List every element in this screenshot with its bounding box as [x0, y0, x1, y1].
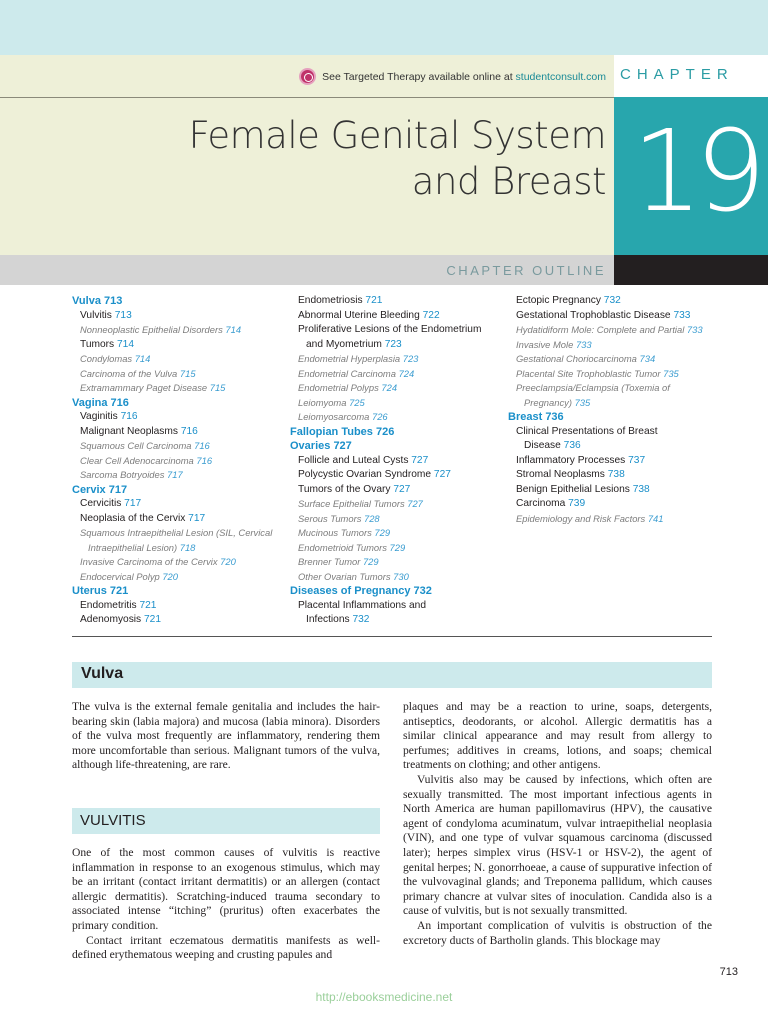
outline-entry[interactable]: [508, 381, 718, 396]
outline-entry-title: Proliferative Lesions of the Endometrium: [298, 324, 482, 335]
chapter-title: [189, 113, 606, 205]
outline-entry-title: Squamous Intraepithelial Lesion (SIL, Cervical: [80, 527, 273, 538]
chapter-title-line2: and Breast: [411, 160, 606, 203]
outline-entry[interactable]: [72, 425, 282, 440]
outline-entry-page: 722: [422, 309, 440, 321]
outline-entry[interactable]: [290, 352, 500, 367]
outline-entry-title: Serous Tumors: [298, 512, 362, 524]
outline-entry-page: 721: [144, 614, 161, 625]
outline-column-3: [508, 294, 718, 526]
outline-entry[interactable]: [72, 570, 282, 585]
outline-entry[interactable]: [72, 381, 282, 396]
vulva-intro-text: [72, 700, 380, 773]
outline-entry-title: Intraepithelial Lesion): [88, 541, 178, 553]
outline-entry-page: 732: [413, 585, 432, 597]
outline-entry-page: 715: [179, 367, 196, 379]
outline-entry[interactable]: [508, 410, 718, 425]
outline-entry-title: Vaginitis: [80, 411, 118, 422]
outline-entry-page: 724: [381, 382, 398, 393]
outline-entry-page: 733: [673, 309, 691, 321]
outline-entry[interactable]: [508, 468, 718, 483]
paragraph: Contact irritant eczematous dermatitis manifests as well-defined erythematous weeping and crusting papules and: [72, 933, 380, 962]
outline-entry[interactable]: [508, 367, 718, 382]
outline-entry-title: Follicle and Luteal Cysts: [298, 454, 409, 466]
outline-entry-page: 713: [114, 309, 132, 321]
outline-entry-title: Gestational Trophoblastic Disease: [516, 309, 671, 321]
paragraph: The vulva is the external female genitalia and includes the hair-bearing skin (labia majora) and mucosa (labia minora). Disorders of the vulva most frequently are inflammatory, rendering them more uncomfortable than serious. Malignant tumors of the vulva, although life-threatening, are rare.: [72, 700, 380, 772]
outline-entry-title: Leiomyoma: [298, 396, 347, 408]
outline-entry-title: Brenner Tumor: [298, 556, 361, 567]
chapter-title-line1: Female Genital System: [188, 114, 606, 157]
outline-entry-title: Condylomas: [80, 353, 133, 364]
online-note-prefix: See Targeted Therapy available online at: [322, 70, 516, 83]
outline-entry-page: 723: [384, 338, 402, 350]
outline-entry[interactable]: [72, 512, 282, 527]
outline-entry[interactable]: [508, 396, 718, 411]
outline-entry[interactable]: [72, 526, 282, 541]
outline-entry-page: 716: [194, 440, 210, 451]
outline-entry[interactable]: [508, 294, 718, 309]
outline-entry[interactable]: [290, 555, 500, 570]
outline-entry-title: Cervix: [72, 483, 106, 496]
outline-entry-title: Placental Site Trophoblastic Tumor: [516, 367, 661, 379]
outline-entry[interactable]: [290, 294, 500, 309]
outline-entry-title: Cervicitis: [80, 498, 122, 509]
online-resource-note: [299, 68, 606, 85]
outline-entry-title: Vulva: [72, 295, 101, 307]
outline-entry[interactable]: [508, 512, 718, 527]
outline-entry[interactable]: [508, 338, 718, 353]
outline-entry-title: Gestational Choriocarcinoma: [516, 353, 637, 364]
outline-entry[interactable]: [72, 309, 282, 324]
outline-entry-page: 717: [188, 512, 206, 524]
outline-entry[interactable]: [290, 338, 500, 353]
outline-entry-title: Uterus: [72, 585, 107, 597]
outline-entry-title: and Myometrium: [306, 338, 382, 350]
section-heading-text: Vulva: [81, 665, 124, 682]
outline-entry[interactable]: [290, 454, 500, 469]
outline-entry-title: Neoplasia of the Cervix: [80, 512, 186, 524]
outline-entry-title: Squamous Cell Carcinoma: [80, 440, 192, 451]
outline-entry[interactable]: [72, 396, 282, 411]
outline-entry-title: Endometrial Polyps: [298, 382, 379, 393]
outline-entry[interactable]: [508, 309, 718, 324]
outline-entry-page: 726: [372, 411, 388, 422]
outline-entry[interactable]: [72, 468, 282, 483]
outline-entry-page: 716: [110, 396, 129, 409]
outline-entry-page: 720: [162, 570, 178, 582]
online-note-text: [322, 71, 606, 83]
outline-entry[interactable]: [290, 497, 500, 512]
outline-entry-title: Sarcoma Botryoides: [80, 469, 165, 480]
outline-entry-title: Abnormal Uterine Bleeding: [298, 309, 420, 321]
outline-entry[interactable]: [508, 352, 718, 367]
paragraph: An important complication of vulvitis is obstruction of the excretory ducts of Bartholin glands. This blockage may: [403, 918, 712, 947]
paragraph: Vulvitis also may be caused by infections, which often are sexually transmitted. The most important infectious agents in North America are human papillomavirus (HPV), the causative agent of condyloma acuminatum, vulvar intraepithelial neoplasia (VIN), and one type of vulvar squamous carcinoma (discussed later); herpes simplex virus (HSV-1 or HSV-2), the agent of genital herpes; N. gonorrhoeae, a cause of suppurative infection of the vulvovaginal glands; and Treponema pallidum, which causes primary chancre at vulvar sites of inoculation. Candida also is a cause of vulvitis, but is not sexually transmitted.: [403, 772, 712, 918]
outline-entry-page: 735: [663, 367, 679, 379]
outline-entry-page: 716: [196, 454, 213, 466]
outline-entry[interactable]: [290, 483, 500, 498]
outline-entry-title: Disease: [524, 440, 561, 451]
outline-entry-page: 733: [686, 324, 703, 335]
outline-entry[interactable]: [508, 439, 718, 454]
outline-entry-page: 736: [563, 440, 581, 451]
outline-entry-title: Endometrioid Tumors: [298, 541, 387, 553]
outline-entry-page: 716: [120, 411, 138, 422]
paragraph: plaques and may be a reaction to urine, soaps, detergents, antiseptics, deodorants, or alcohol. Allergic dermatitis has a similar clinical appearance and may result from allergy to perfumes; additives in creams, lotions, and soaps; chemical treatments on clothing; and other antigens.: [403, 700, 712, 772]
outline-entry-title: Stromal Neoplasms: [516, 469, 605, 480]
outline-entry[interactable]: [72, 367, 282, 382]
outline-entry[interactable]: [290, 439, 500, 454]
outline-entry-title: Infections: [306, 614, 350, 625]
studentconsult-link[interactable]: studentconsult.com: [515, 70, 606, 83]
outline-entry[interactable]: [508, 497, 718, 512]
outline-entry-title: Epidemiology and Risk Factors: [516, 512, 646, 524]
outline-entry[interactable]: [72, 584, 282, 599]
outline-entry-page: 716: [180, 425, 198, 437]
page-number: 713: [719, 966, 738, 978]
outline-entry[interactable]: [290, 410, 500, 425]
outline-entry-page: 721: [109, 585, 129, 597]
outline-entry-title: Malignant Neoplasms: [80, 425, 178, 437]
outline-entry-page: 738: [632, 483, 650, 495]
outline-entry-page: 727: [393, 483, 411, 495]
outline-entry-page: 727: [411, 454, 429, 466]
outline-entry-title: Carcinoma: [516, 498, 566, 509]
outline-entry[interactable]: [290, 512, 500, 527]
outline-entry-page: 735: [574, 396, 591, 408]
outline-entry-page: 715: [209, 382, 226, 393]
outline-entry-page: 714: [117, 338, 134, 350]
outline-entry-title: Other Ovarian Tumors: [298, 570, 391, 582]
outline-entry[interactable]: [508, 454, 718, 469]
outline-entry-page: 721: [365, 295, 383, 306]
outline-entry-page: 720: [220, 556, 236, 567]
outline-entry[interactable]: [72, 410, 282, 425]
outline-entry[interactable]: [290, 323, 500, 338]
outline-entry-title: Pregnancy): [524, 396, 572, 408]
outline-entry-title: Benign Epithelial Lesions: [516, 483, 630, 495]
outline-entry-title: Fallopian Tubes: [290, 425, 373, 438]
outline-entry[interactable]: [508, 425, 718, 440]
outline-entry[interactable]: [72, 338, 282, 353]
outline-entry[interactable]: [290, 570, 500, 585]
outline-entry-page: 714: [225, 324, 242, 335]
chapter-label: CHAPTER: [620, 66, 734, 83]
outline-entry-page: 723: [402, 353, 419, 364]
outline-entry-title: Clinical Presentations of Breast: [516, 425, 658, 437]
outline-entry-page: 725: [349, 396, 365, 408]
outline-entry[interactable]: [72, 497, 282, 512]
outline-entry-title: Ovaries: [290, 440, 331, 452]
outline-divider: [72, 636, 712, 637]
outline-entry[interactable]: [290, 584, 500, 599]
outline-entry-title: Endometrial Carcinoma: [298, 367, 396, 379]
outline-entry[interactable]: [290, 367, 500, 382]
outline-entry-page: 727: [333, 440, 352, 452]
outline-entry-title: Endometrial Hyperplasia: [298, 353, 401, 364]
outline-entry-title: Endometriosis: [298, 295, 363, 306]
outline-entry-title: Vulvitis: [80, 309, 112, 321]
outline-entry-page: 717: [167, 469, 183, 480]
outline-entry-page: 732: [352, 614, 370, 625]
outline-entry-title: Carcinoma of the Vulva: [80, 367, 178, 379]
outline-entry-title: Adenomyosis: [80, 614, 142, 625]
subsection-heading-text: VULVITIS: [80, 812, 146, 829]
outline-entry-page: 730: [393, 570, 409, 582]
outline-entry-title: Surface Epithelial Tumors: [298, 498, 405, 509]
outline-entry-page: 724: [398, 367, 415, 379]
outline-entry-page: 714: [134, 353, 151, 364]
outline-entry[interactable]: [290, 425, 500, 440]
outline-entry-page: 727: [433, 469, 451, 480]
outline-entry[interactable]: [290, 468, 500, 483]
outline-entry[interactable]: [290, 381, 500, 396]
footer-url[interactable]: http://ebooksmedicine.net: [315, 990, 453, 1004]
outline-entry-title: Invasive Mole: [516, 338, 574, 350]
outline-entry[interactable]: [290, 396, 500, 411]
outline-entry-page: 734: [639, 353, 656, 364]
outline-entry-page: 732: [603, 295, 621, 306]
outline-entry[interactable]: [72, 599, 282, 614]
outline-entry-page: 717: [108, 483, 128, 496]
outline-entry[interactable]: [72, 439, 282, 454]
outline-entry[interactable]: [72, 323, 282, 338]
outline-entry-page: 738: [607, 469, 625, 480]
outline-entry-page: 737: [628, 454, 646, 466]
outline-entry[interactable]: [508, 483, 718, 498]
outline-entry-title: Hydatidiform Mole: Complete and Partial: [516, 324, 685, 335]
outline-entry-title: Leiomyosarcoma: [298, 411, 370, 422]
outline-entry-title: Vagina: [72, 396, 108, 409]
outline-bar-dark: [614, 255, 768, 285]
outline-entry-page: 741: [647, 512, 664, 524]
header-divider: [0, 97, 614, 98]
paragraph: One of the most common causes of vulvitis is reactive inflammation in response to an exogenous stimulus, which may be an irritant (contact irritant dermatitis) or an allergen (contact allergic dermatitis). Scratching-induced trauma secondary to associated intense “itching” (pruritus) often exacerbates the primary condition.: [72, 846, 380, 932]
outline-column-2: [290, 294, 500, 628]
outline-entry-page: 717: [124, 498, 142, 509]
vulvitis-text-left: [72, 846, 380, 963]
outline-entry[interactable]: [72, 352, 282, 367]
outline-entry-page: 736: [545, 411, 564, 423]
outline-entry[interactable]: [508, 323, 718, 338]
outline-entry[interactable]: [72, 454, 282, 469]
outline-entry-title: Endometritis: [80, 599, 137, 611]
outline-entry-title: Invasive Carcinoma of the Cervix: [80, 556, 218, 567]
outline-entry-title: Mucinous Tumors: [298, 527, 372, 538]
outline-entry[interactable]: [290, 309, 500, 324]
outline-entry[interactable]: [72, 613, 282, 628]
outline-entry-page: 713: [104, 295, 123, 307]
outline-entry[interactable]: [72, 541, 282, 556]
outline-entry-title: Breast: [508, 411, 543, 423]
outline-entry-title: Inflammatory Processes: [516, 454, 626, 466]
chapter-number: 19: [631, 107, 759, 237]
subsection-heading-vulvitis: [72, 808, 380, 834]
outline-entry-title: Tumors of the Ovary: [298, 483, 391, 495]
outline-entry-title: Placental Inflammations and: [298, 599, 426, 611]
outline-entry-title: Tumors: [80, 338, 115, 350]
outline-entry-title: Polycystic Ovarian Syndrome: [298, 469, 432, 480]
chapter-outline-label: CHAPTER OUTLINE: [446, 263, 606, 278]
outline-entry-title: Extramammary Paget Disease: [80, 382, 208, 393]
outline-entry-page: 727: [407, 498, 423, 509]
outline-entry[interactable]: [290, 613, 500, 628]
outline-entry-title: Diseases of Pregnancy: [290, 585, 411, 597]
outline-entry-page: 733: [575, 338, 592, 350]
outline-entry-page: 729: [374, 527, 391, 538]
outline-entry-title: Preeclampsia/Eclampsia (Toxemia of: [516, 382, 670, 393]
outline-entry[interactable]: [72, 483, 282, 498]
outline-entry-page: 721: [139, 599, 157, 611]
outline-entry-page: 726: [375, 425, 395, 438]
outline-entry[interactable]: [290, 541, 500, 556]
outline-entry-title: Nonneoplastic Epithelial Disorders: [80, 324, 223, 335]
outline-entry-page: 739: [568, 498, 586, 509]
outline-entry[interactable]: [290, 526, 500, 541]
outline-entry-title: Clear Cell Adenocarcinoma: [80, 454, 194, 466]
outline-entry-page: 728: [364, 512, 380, 524]
vulvitis-text-right: [403, 700, 712, 948]
outline-entry-page: 729: [362, 556, 379, 567]
outline-entry[interactable]: [290, 599, 500, 614]
outline-entry-page: 729: [389, 541, 406, 553]
outline-entry-page: 718: [179, 541, 196, 553]
outline-column-1: [72, 294, 282, 628]
globe-icon: [299, 68, 316, 85]
top-color-band: [0, 0, 768, 55]
section-heading-vulva: [72, 662, 712, 688]
outline-entry-title: Endocervical Polyp: [80, 570, 160, 582]
outline-entry[interactable]: [72, 294, 282, 309]
outline-entry[interactable]: [72, 555, 282, 570]
outline-entry-title: Ectopic Pregnancy: [516, 295, 601, 306]
